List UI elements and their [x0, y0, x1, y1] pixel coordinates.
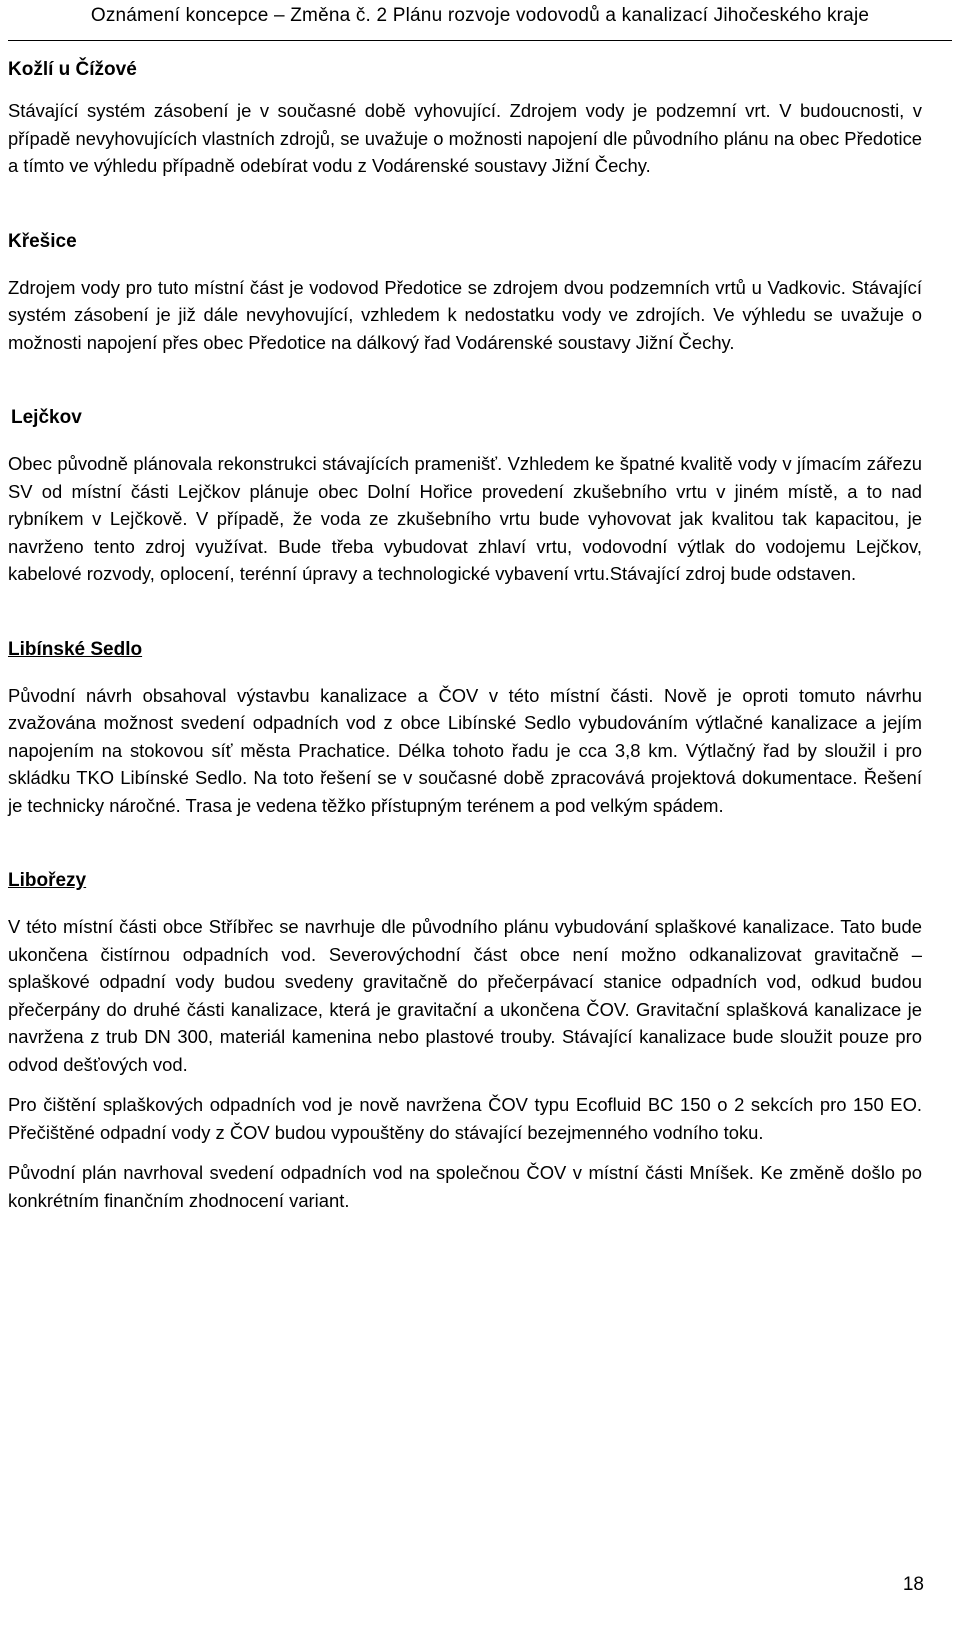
heading-libinske-sedlo: Libínské Sedlo — [8, 638, 143, 660]
paragraph-kresice: Zdrojem vody pro tuto místní část je vodovod Předotice se zdrojem dvou podzemních vrtů u Vadkovic. Stávající systém zásobení je již dále nevyhovující, vzhledem k nedostatku vody ve zdrojích. Ve výhledu se uvažuje o možnosti napojení přes obec Předotice na dálkový řad Vodárenské soustavy Jižní Čechy. — [8, 276, 922, 353]
page-number: 18 — [902, 1574, 924, 1595]
heading-kozli: Kožlí u Čížové — [8, 59, 137, 80]
header-title: Oznámení koncepce – Změna č. 2 Plánu rozvoje vodovodů a kanalizací Jihočeského kraje — [90, 5, 870, 26]
heading-lejckov: Lejčkov — [11, 407, 82, 428]
paragraph-liborezy-2: Pro čištění splaškových odpadních vod je nově navržena ČOV typu Ecofluid BC 150 o 2 sekcích pro 150 EO. Přečištěné odpadní vody z ČOV budou vypouštěny do stávající bezejmenného vodního toku. — [8, 1094, 922, 1143]
paragraph-liborezy-3: Původní plán navrhoval svedení odpadních vod na společnou ČOV v místní části Mníšek. Ke změně došlo po konkrétním finančním zhodnocení variant. — [8, 1162, 922, 1211]
heading-kresice: Křešice — [8, 230, 77, 252]
paragraph-lejckov: Obec původně plánovala rekonstrukci stávajících pramenišť. Vzhledem ke špatné kvalitě vody v jímacím zářezu SV od místní části Lejčkov plánuje obec Dolní Hořice provedení zkušebního vrtu v jiném místě, a to nad rybníkem v Lejčkově. V případě, že voda ze zkušebního vrtu bude vyhovovat jak kvalitou tak kapacitou, je navrženo tento zdroj využívat. Bude třeba vybudovat zhlaví vrtu, vodovodní výtlak do vodojemu Lejčkov, kabelové rozvody, oplocení, terénní úpravy a technologické vybavení vrtu.Stávající zdroj bude odstaven. — [8, 453, 922, 584]
paragraph-libinske-sedlo: Původní návrh obsahoval výstavbu kanalizace a ČOV v této místní části. Nově je oproti tomuto návrhu zvažována možnost svedení odpadních vod z obce Libínské Sedlo vybudováním výtlačné kanalizace a jejím napojením na stokovou síť města Prachatice. Délka tohoto řadu je cca 3,8 km. Výtlačný řad by sloužil i pro skládku TKO Libínské Sedlo. Na toto řešení se v současné době zpracovává projektová dokumentace. Řešení je technicky náročné. Trasa je vedena těžko přístupným terénem a pod velkým spádem. — [8, 684, 922, 816]
paragraph-liborezy-1: V této místní části obce Stříbřec se navrhuje dle původního plánu vybudování splaškové kanalizace. Tato bude ukončena čistírnou odpadních vod. Severovýchodní část obce není možno odkanalizovat gravitačně – splaškové odpadní vody budou svedeny gravitačně do přečerpávací stanice odpadních vod, odkud budou přečerpány do druhé části kanalizace, která je gravitační a ukončena ČOV. Gravitační splašková kanalizace je navržena z trub DN 300, materiál kamenina nebo plastové trouby. Stávající kanalizace bude sloužit pouze pro odvod dešťových vod. — [8, 916, 922, 1075]
paragraph-kozli: Stávající systém zásobení je v současné době vyhovující. Zdrojem vody je podzemní vrt. V budoucnosti, v případě nevyhovujících vlastních zdrojů, se uvažuje o možnosti napojení dle původního plánu na obec Předotice a tímto ve výhledu případně odebírat vodu z Vodárenské soustavy Jižní Čechy. — [8, 100, 922, 176]
heading-liborezy: Libořezy — [8, 870, 87, 891]
page-header — [8, 0, 952, 41]
document-body — [8, 56, 922, 1214]
